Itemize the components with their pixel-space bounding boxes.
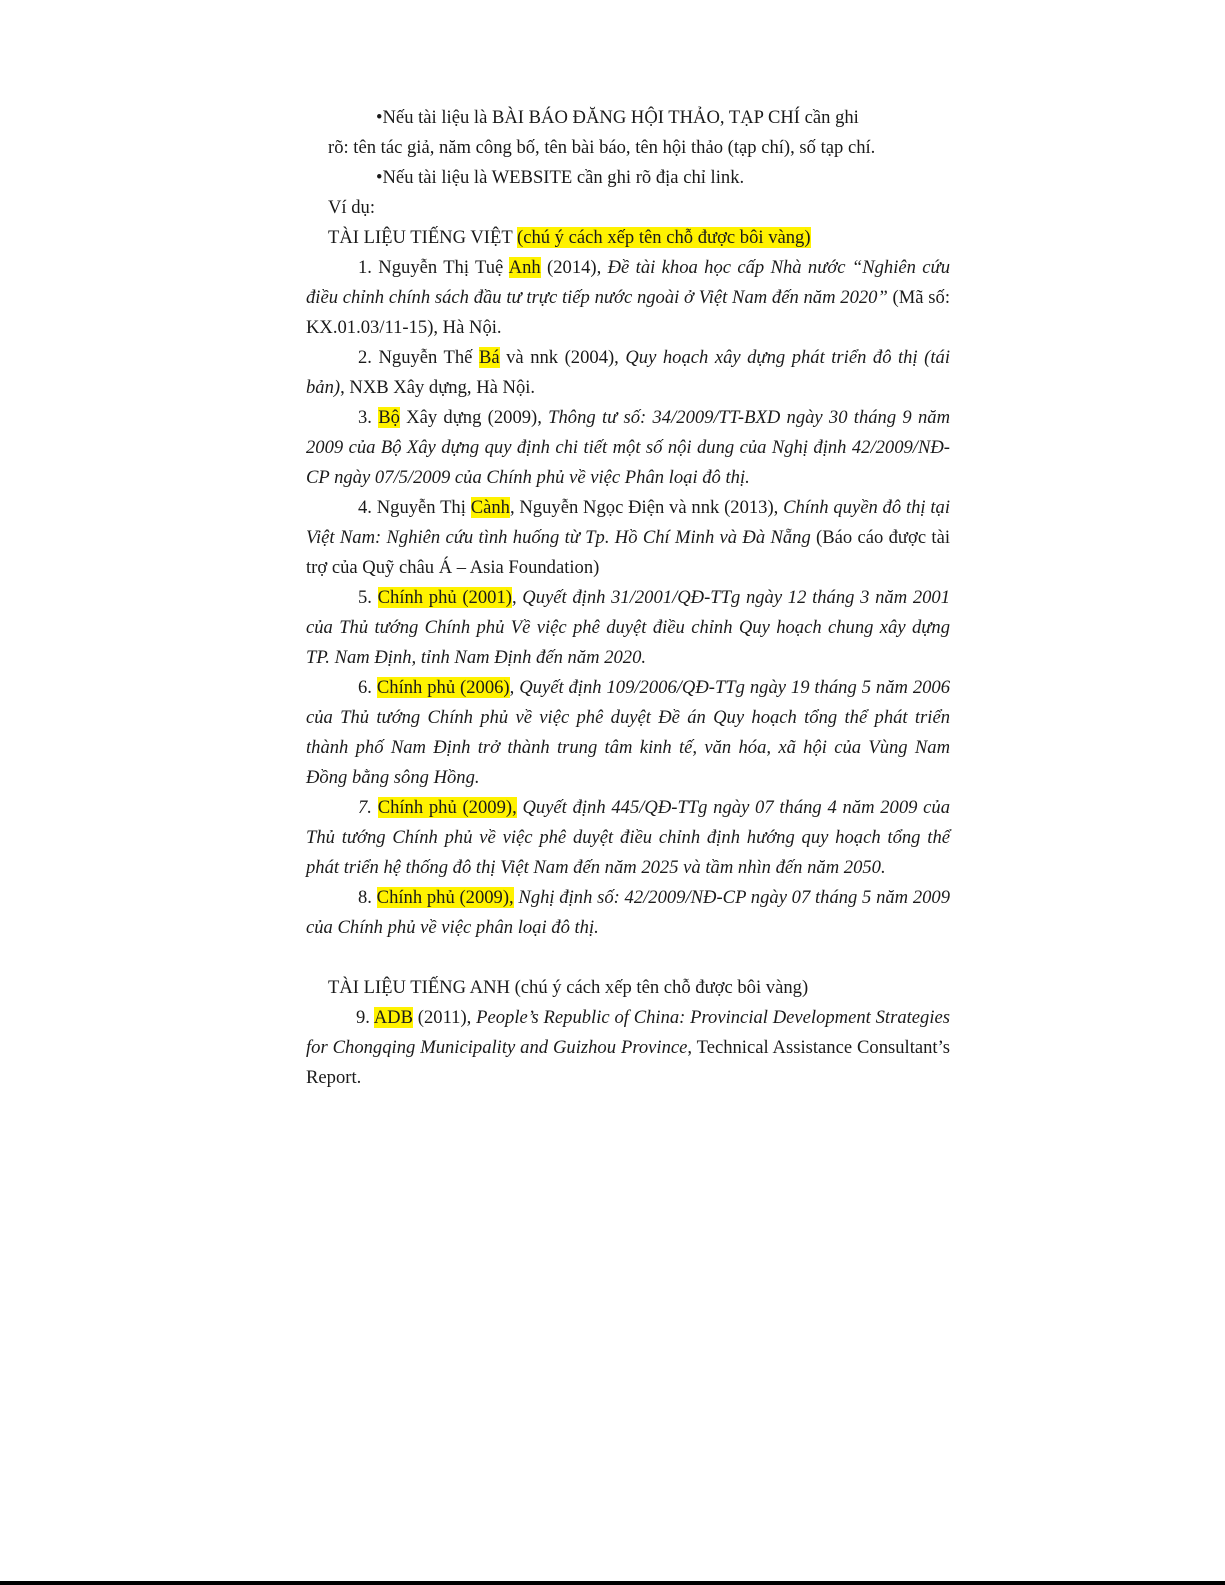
entry-prefix: 6.: [358, 677, 377, 698]
entry-prefix: 4. Nguyễn Thị: [358, 497, 471, 518]
highlighted-author: Bá: [478, 347, 500, 368]
page-content: [306, 103, 950, 1093]
section-spacer: [306, 943, 950, 973]
entry-title: Chính quyền đô thị tại Việt Nam: Nghiên cứu tình huống từ Tp. Hồ Chí Minh và Đà Nẵng: [306, 497, 950, 548]
entry-year: ,: [511, 587, 523, 608]
entry-title: Quyết định 445/QĐ-TTg ngày 07 tháng 4 năm 2009 của Thủ tướng Chính phủ về việc phê duyệt điều chỉnh định hướng quy hoạch tổng thể phát triển hệ thống đô thị Việt Nam đến năm 2025 và tầm nhìn đến năm 2050.: [306, 797, 950, 878]
entry-prefix: 1. Nguyễn Thị Tuệ: [358, 257, 509, 278]
bullet-conference-paper-line2: rõ: tên tác giả, năm công bố, tên bài báo, tên hội thảo (tạp chí), số tạp chí.: [328, 137, 876, 158]
reference-entry-5: [306, 583, 950, 673]
entry-prefix: 3.: [358, 407, 379, 428]
en-section-heading: TÀI LIỆU TIẾNG ANH (chú ý cách xếp tên chỗ được bôi vàng): [328, 977, 809, 998]
entry-year: ,: [509, 677, 520, 698]
vn-section-heading: [306, 223, 950, 253]
reference-entry-4: [306, 493, 950, 583]
reference-entry-9: [306, 1003, 950, 1093]
entry-year: (2011),: [412, 1007, 477, 1028]
highlighted-author: ADB: [373, 1007, 413, 1028]
entry-title: Quyết định 31/2001/QĐ-TTg ngày 12 tháng 3 năm 2001 của Thủ tướng Chính phủ Về việc phê duyệt điều chỉnh Quy hoạch chung xây dựng TP. Nam Định, tỉnh Nam Định đến năm 2020.: [306, 587, 951, 668]
entry-prefix: 8.: [358, 887, 377, 908]
reference-entry-7: [306, 793, 950, 883]
reference-entry-8: [306, 883, 950, 943]
reference-entry-1: [306, 253, 950, 343]
reference-entry-6: [306, 673, 950, 793]
entry-tail: , NXB Xây dựng, Hà Nội.: [340, 377, 536, 398]
page-bottom-border: [0, 1581, 1225, 1585]
reference-entry-2: [306, 343, 950, 403]
entry-prefix: 9.: [356, 1007, 374, 1028]
entry-title: Đề tài khoa học cấp Nhà nước “Nghiên cứu điều chỉnh chính sách đầu tư trực tiếp nước ngoài ở Việt Nam đến năm 2020”: [306, 257, 950, 308]
entry-tail: (Báo cáo được tài trợ của Quỹ châu Á – Asia Foundation): [306, 527, 950, 578]
entry-prefix: 2. Nguyễn Thế: [358, 347, 479, 368]
highlighted-author: Bộ: [378, 407, 400, 428]
entry-tail: (Mã số: KX.01.03/11-15), Hà Nội.: [306, 287, 950, 338]
entry-tail: , Technical Assistance Consultant’s Report.: [306, 1037, 950, 1088]
example-label: Ví dụ:: [328, 197, 376, 218]
entry-title: Thông tư số: 34/2009/TT-BXD ngày 30 tháng 9 năm 2009 của Bộ Xây dựng quy định chi tiết một số nội dung của Nghị định 42/2009/NĐ-CP ngày 07/5/2009 của Chính phủ về việc Phân loại đô thị.: [306, 407, 950, 488]
highlighted-author: Chính phủ (2009),: [376, 887, 514, 908]
entry-title: Quy hoạch xây dựng phát triển đô thị (tái bản): [306, 347, 950, 398]
entry-prefix: 7.: [358, 797, 378, 818]
bullet-conference-paper-line1: •Nếu tài liệu là BÀI BÁO ĐĂNG HỘI THẢO, TẠP CHÍ cần ghi: [376, 107, 859, 128]
highlighted-author: Chính phủ (2009),: [377, 797, 517, 818]
highlighted-author: Cành: [470, 497, 510, 518]
entry-year: và nnk (2004),: [499, 347, 626, 368]
entry-year: , Nguyễn Ngọc Điện và nnk (2013),: [509, 497, 784, 518]
entry-year: Xây dựng (2009),: [399, 407, 549, 428]
vn-heading-text: TÀI LIỆU TIẾNG VIỆT: [328, 227, 517, 248]
entry-title: Nghị định số: 42/2009/NĐ-CP ngày 07 tháng 5 năm 2009 của Chính phủ về việc phân loại đô thị.: [306, 887, 951, 938]
bullet-website: •Nếu tài liệu là WEBSITE cần ghi rõ địa chỉ link.: [376, 167, 745, 188]
vn-heading-note: (chú ý cách xếp tên chỗ được bôi vàng): [517, 227, 811, 248]
reference-entry-3: [306, 403, 950, 493]
entry-title: Quyết định 109/2006/QĐ-TTg ngày 19 tháng 5 năm 2006 của Thủ tướng Chính phủ về việc phê duyệt Đề án Quy hoạch tổng thể phát triển thành phố Nam Định trở thành trung tâm kinh tế, văn hóa, xã hội của Vùng Nam Đồng bằng sông Hồng.: [306, 677, 951, 788]
entry-year: (2014),: [540, 257, 608, 278]
entry-title: People’s Republic of China: Provincial Development Strategies for Chongqing Municipality and Guizhou Province: [306, 1007, 950, 1058]
highlighted-author: Chính phủ (2001): [377, 587, 512, 608]
entry-prefix: 5.: [358, 587, 378, 608]
highlighted-author: Anh: [508, 257, 541, 278]
highlighted-author: Chính phủ (2006): [376, 677, 510, 698]
